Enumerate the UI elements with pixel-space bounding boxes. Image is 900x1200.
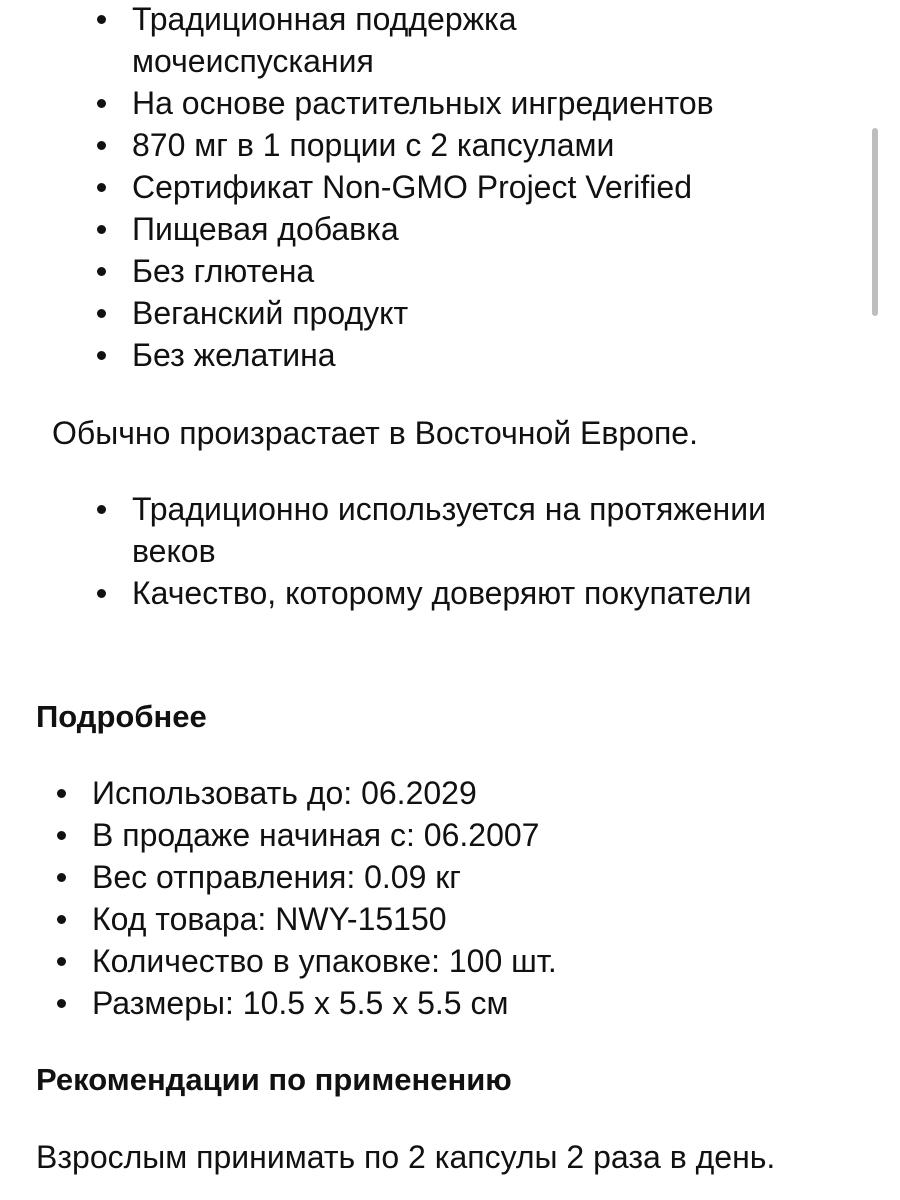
list-item: Без глютена: [132, 250, 872, 292]
list-item: Без желатина: [132, 334, 872, 376]
scrollbar[interactable]: [872, 128, 878, 316]
list-item: Сертификат Non-GMO Project Verified: [132, 166, 872, 208]
list-item: Веганский продукт: [132, 292, 872, 334]
list-item: Использовать до: 06.2029: [92, 772, 872, 814]
list-item: Качество, которому доверяют покупатели: [132, 572, 872, 614]
list-item: Код товара: NWY-15150: [92, 898, 872, 940]
tradition-list: [132, 488, 872, 614]
list-item: Пищевая добавка: [132, 208, 872, 250]
details-heading: Подробнее: [36, 699, 207, 734]
usage-paragraph: Взрослым принимать по 2 капсулы 2 раза в день.: [36, 1139, 776, 1175]
list-item: Вес отправления: 0.09 кг: [92, 856, 872, 898]
list-item: Количество в упаковке: 100 шт.: [92, 940, 872, 982]
details-list: [92, 772, 872, 1024]
list-item: Традиционная поддержка мочеиспускания: [132, 0, 652, 82]
usage-heading: Рекомендации по применению: [36, 1062, 512, 1097]
features-list: [132, 0, 872, 376]
list-item: Размеры: 10.5 x 5.5 x 5.5 см: [92, 982, 872, 1024]
list-item: 870 мг в 1 порции с 2 капсулами: [132, 124, 872, 166]
list-item: Традиционно используется на протяжении веков: [132, 488, 852, 572]
origin-paragraph: Обычно произрастает в Восточной Европе.: [52, 415, 698, 451]
list-item: На основе растительных ингредиентов: [132, 82, 872, 124]
list-item: В продаже начиная с: 06.2007: [92, 814, 872, 856]
